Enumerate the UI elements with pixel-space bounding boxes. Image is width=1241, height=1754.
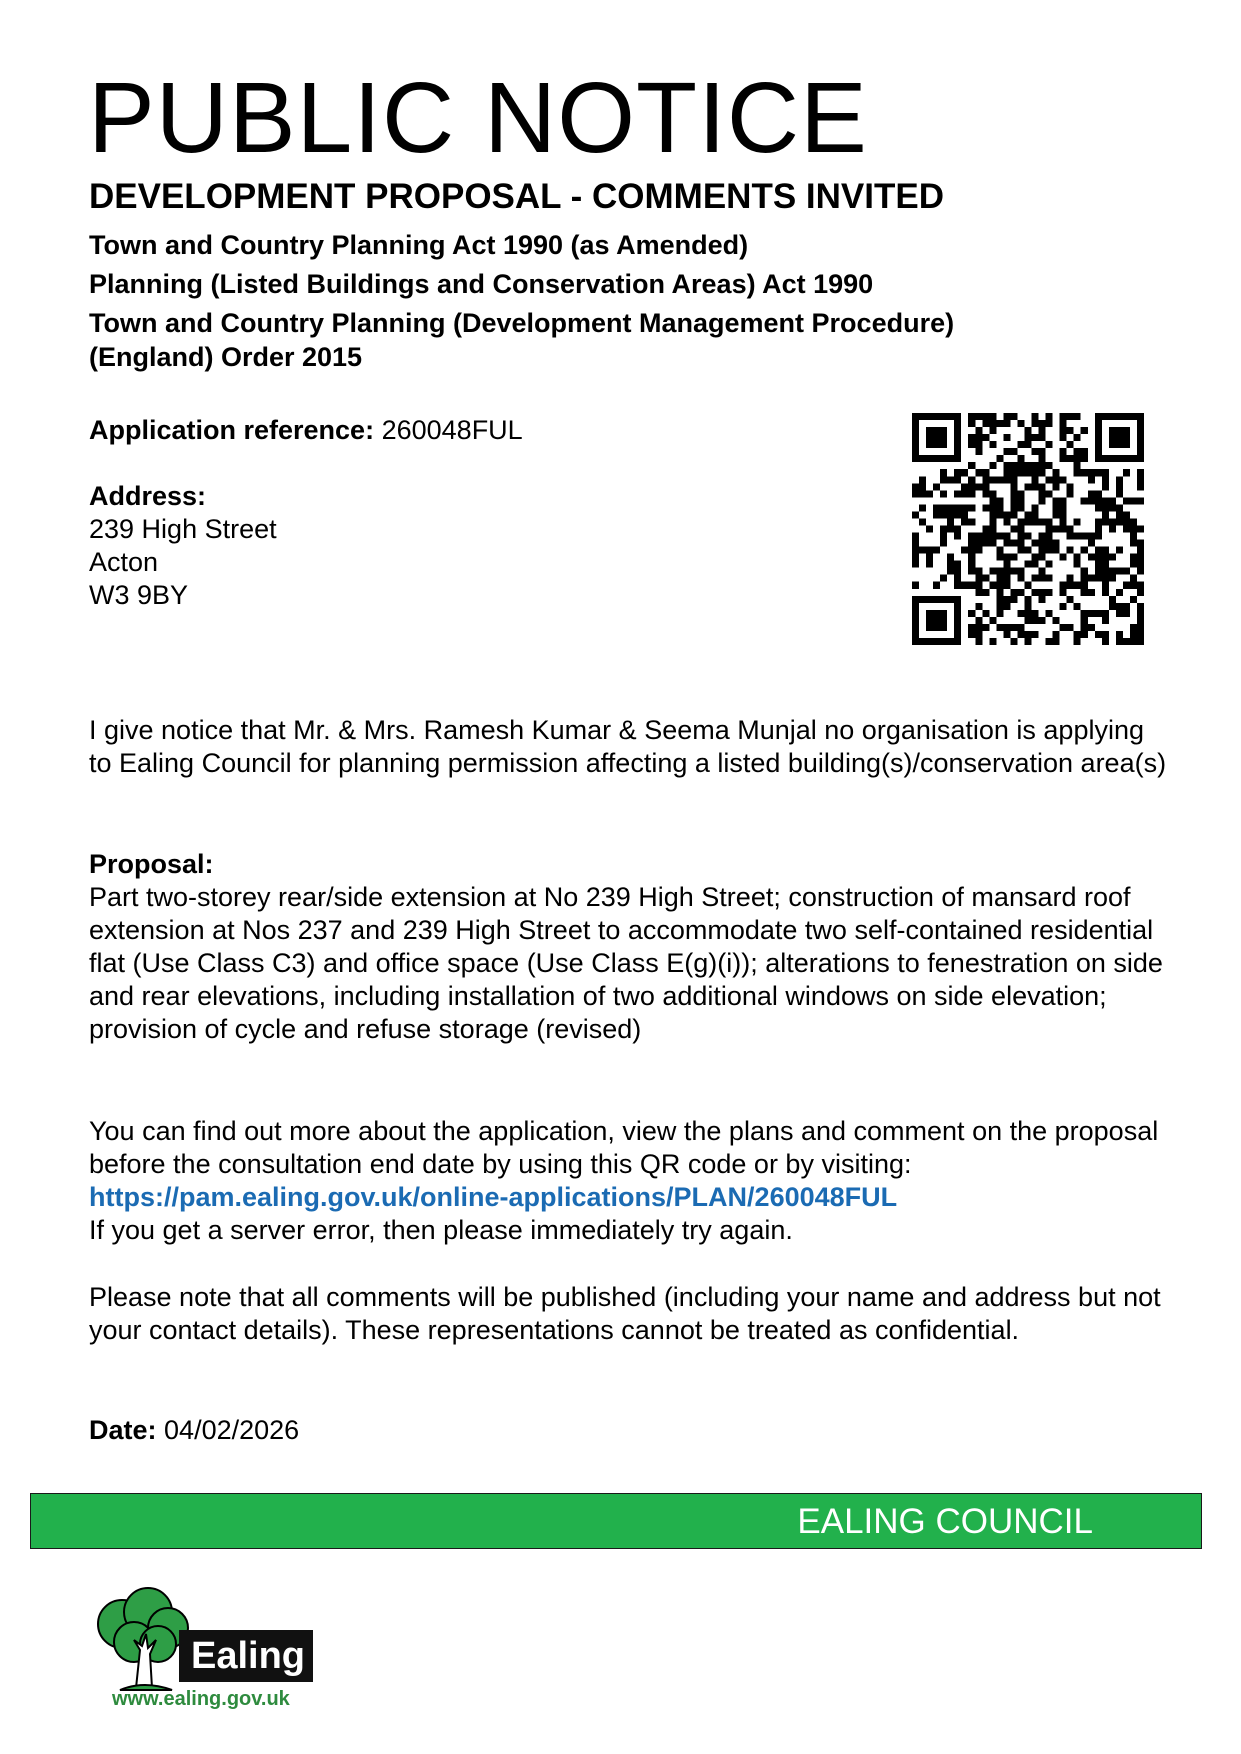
legislation-item: Town and Country Planning (Development Management Procedure) <box>89 308 955 338</box>
address-line: Acton <box>89 547 159 577</box>
proposal-text: Part two-storey rear/side extension at No 239 High Street; construction of mansard roof extension at Nos 237 and 239 High Street to accommodate two self-contained residential flat (Use Class C3) and office space (Use Class E(g)(i)); alterations to fenestration on side and rear elevations, including installation of two additional windows on side elevation; provision of cycle and refuse storage (revised) <box>89 882 1163 1044</box>
logo-url[interactable]: www.ealing.gov.uk <box>112 1688 290 1710</box>
application-reference-value: 260048FUL <box>381 415 523 445</box>
qr-code-icon[interactable] <box>912 413 1144 645</box>
address-block <box>89 480 277 612</box>
proposal-block <box>89 848 1169 1046</box>
date-value: 04/02/2026 <box>164 1415 300 1445</box>
council-banner-text: EALING COUNCIL <box>797 1502 1093 1541</box>
notice-paragraph: I give notice that Mr. & Mrs. Ramesh Kumar & Seema Munjal no organisation is applying to Ealing Council for planning permission affecting a listed building(s)/conservation area(s) <box>89 715 1167 778</box>
legislation-item: (England) Order 2015 <box>89 342 363 372</box>
address-label: Address: <box>89 481 207 511</box>
ealing-logo <box>90 1584 322 1714</box>
page-title: PUBLIC NOTICE <box>88 62 868 174</box>
address-line: W3 9BY <box>89 580 189 610</box>
page-subtitle: DEVELOPMENT PROPOSAL - COMMENTS INVITED <box>89 177 944 216</box>
application-reference <box>89 414 523 447</box>
legislation-item: Town and Country Planning Act 1990 (as Amended) <box>89 230 749 260</box>
address-line: 239 High Street <box>89 514 277 544</box>
more-info-block <box>89 1115 1169 1247</box>
council-banner <box>30 1493 1202 1549</box>
application-reference-label: Application reference: <box>89 415 375 445</box>
legislation-item: Planning (Listed Buildings and Conservation Areas) Act 1990 <box>89 269 874 299</box>
wordmark-box <box>179 1630 313 1682</box>
date-block <box>89 1414 299 1447</box>
publication-note: Please note that all comments will be published (including your name and address but not your contact details). These representations cannot be treated as confidential. <box>89 1282 1161 1345</box>
legislation-list <box>89 228 954 374</box>
date-label: Date: <box>89 1415 157 1445</box>
qr-modules <box>912 413 1144 645</box>
application-link[interactable]: https://pam.ealing.gov.uk/online-applications/PLAN/260048FUL <box>89 1182 898 1212</box>
proposal-label: Proposal: <box>89 849 214 879</box>
retry-text: If you get a server error, then please immediately try again. <box>89 1215 793 1245</box>
logo-wordmark: Ealing <box>191 1635 306 1677</box>
more-info-text: You can find out more about the application, view the plans and comment on the proposal before the consultation end date by using this QR code or by visiting: <box>89 1116 1159 1179</box>
